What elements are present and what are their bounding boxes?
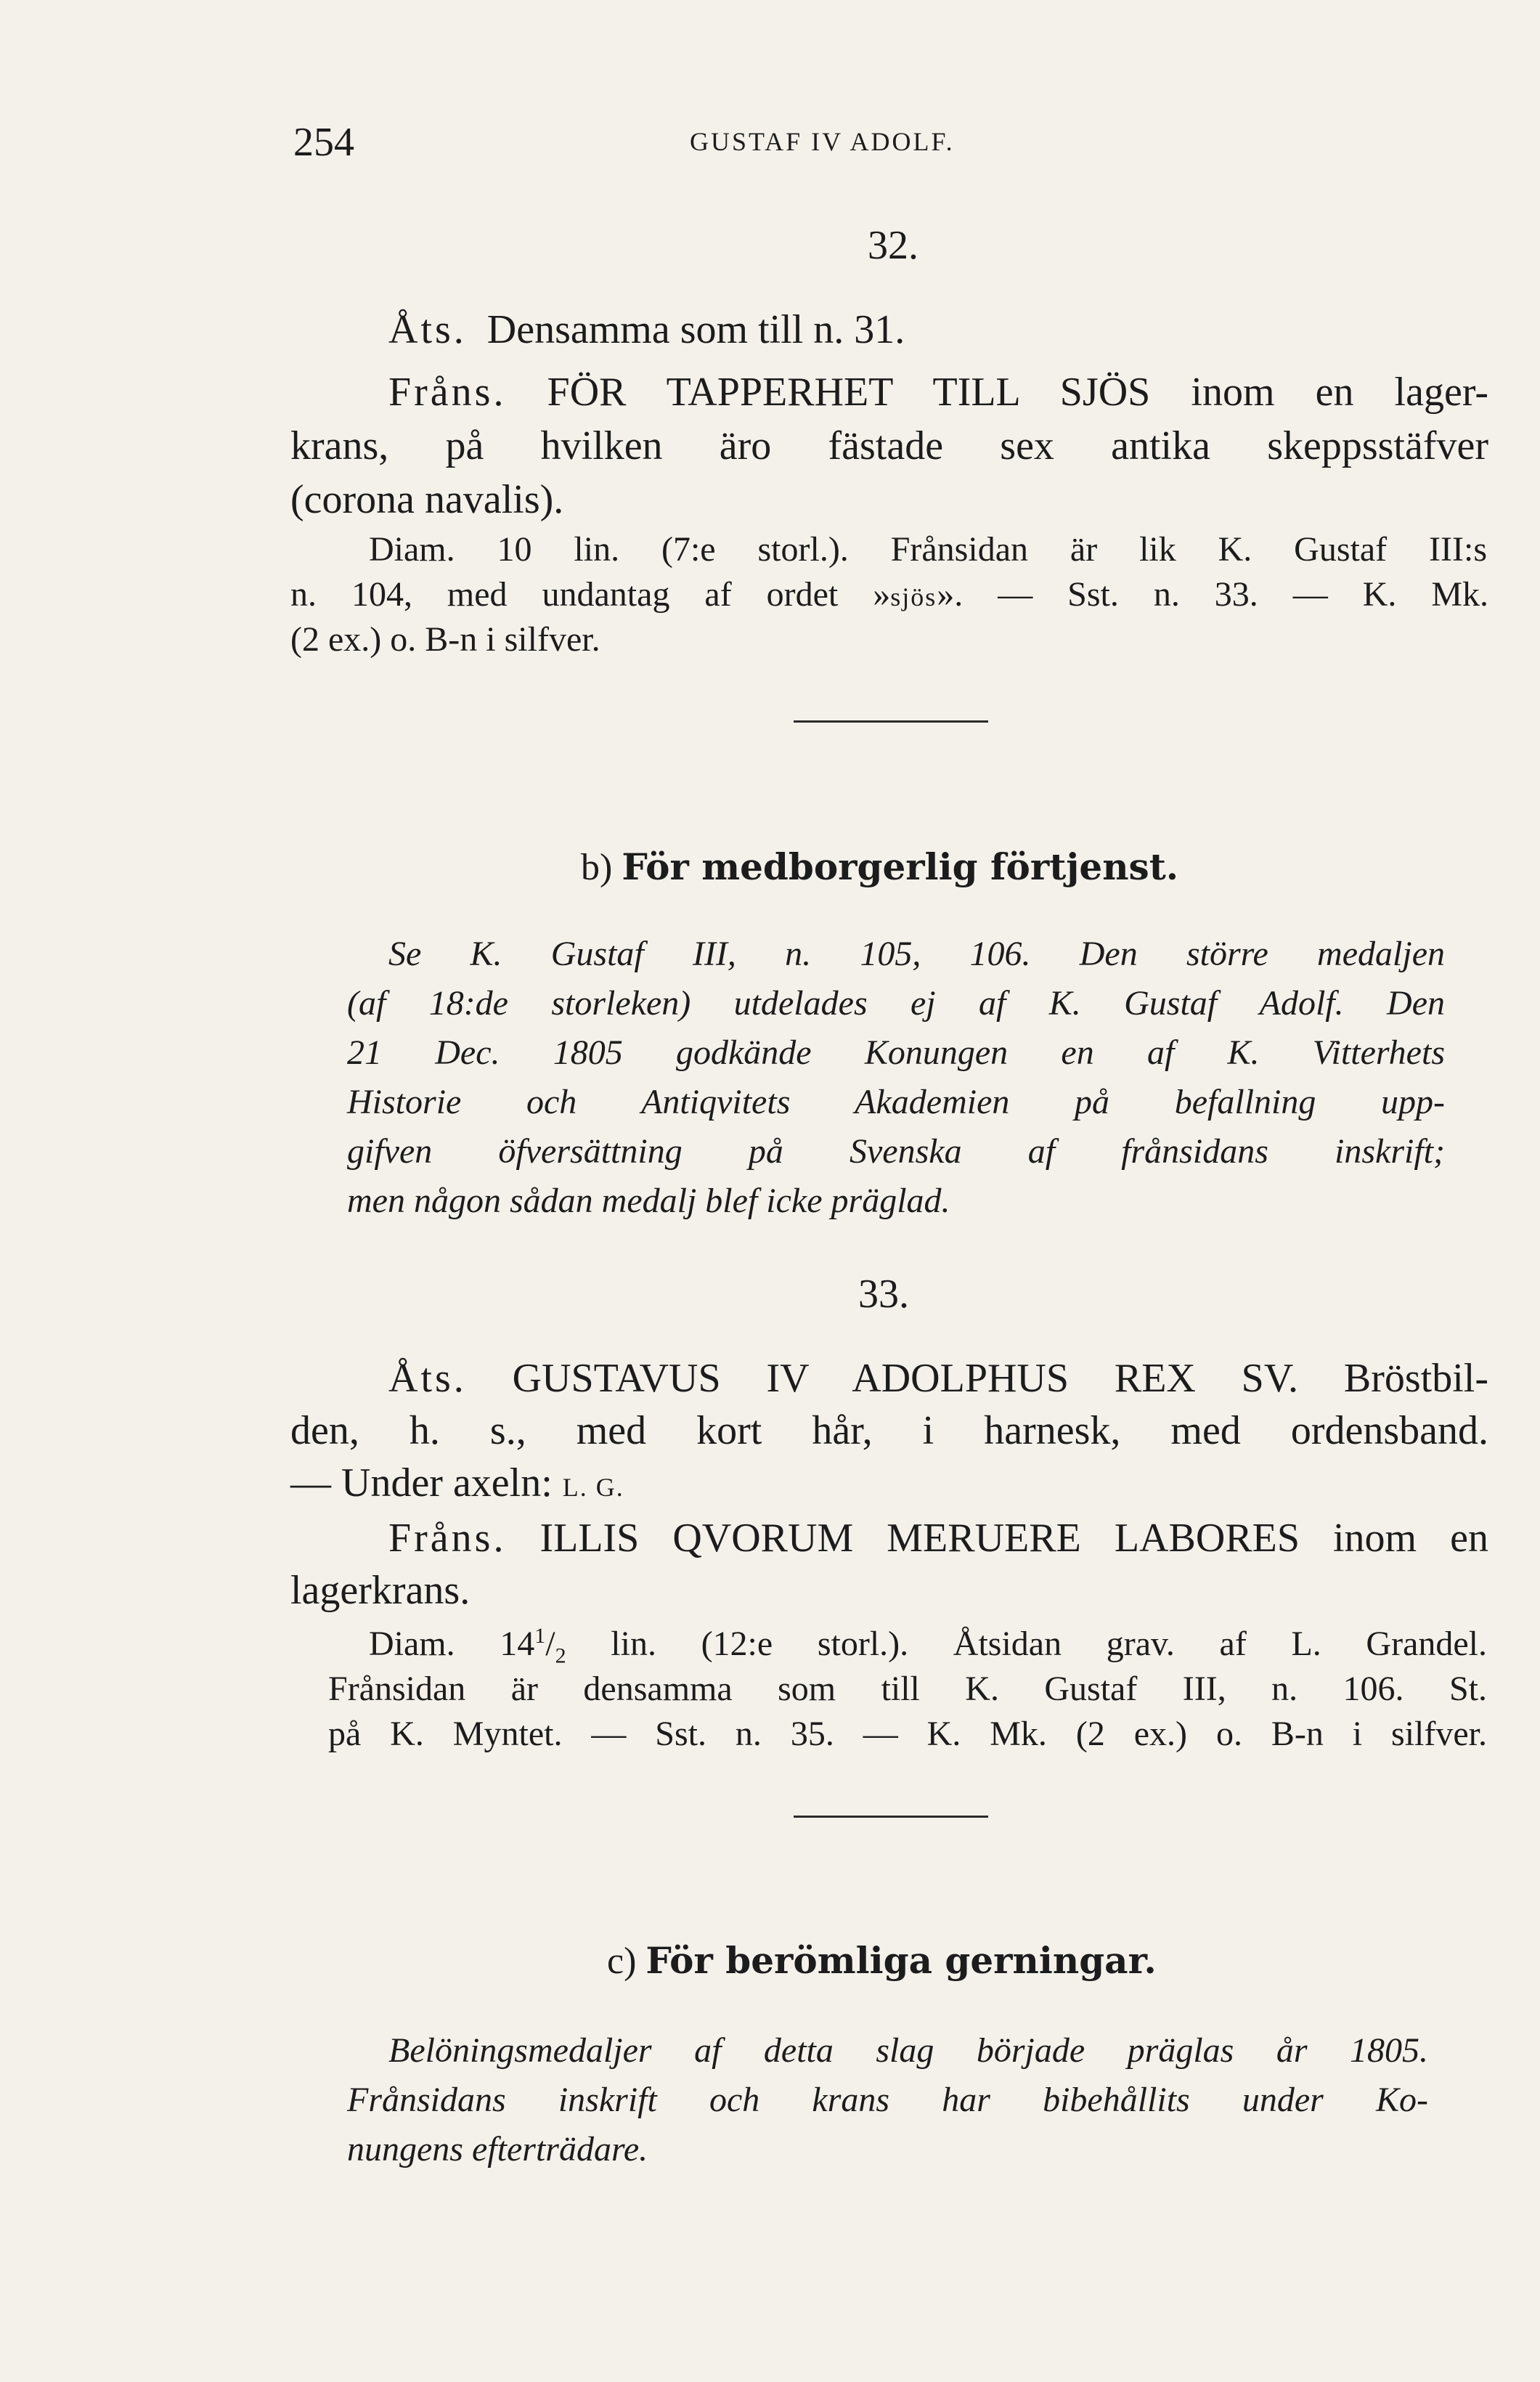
obverse-text: GUSTAVUS IV ADOLPHUS REX SV. Bröstbil- [512,1356,1488,1401]
entry32-reverse-line2: krans, på hvilken äro fästade sex antika skeppsstäfver [290,423,1488,468]
note-text: n. 104, med undantag af ordet » [290,575,891,614]
section-title: För medborgerlig förtjenst. [622,845,1179,888]
fraction-numerator: 1 [534,1624,546,1648]
section-letter: b) [581,847,613,888]
reverse-text: ILLIS QVORUM MERUERE LABORES inom en [539,1516,1488,1561]
reverse-text: FÖR TAPPERHET TILL SJÖS inom en lager- [547,370,1488,415]
entry32-note-line3: (2 ex.) o. B-n i silfver. [290,620,600,659]
section-b-heading [581,845,1178,889]
note-text: Diam. 14 [369,1625,535,1663]
entry-number-32: 32. [868,223,918,268]
entry33-reverse-line1 [388,1512,1488,1564]
section-b-line3: 21 Dec. 1805 godkände Konungen en af K. Vitterhets [347,1033,1445,1072]
page-number: 254 [293,120,354,165]
running-title: GUSTAF IV ADOLF. [690,127,955,156]
section-b-line1: Se K. Gustaf III, n. 105, 106. Den större medaljen [388,935,1445,973]
fraction-slash: / [545,1625,555,1663]
section-divider [794,720,988,723]
engraver-initials: L. G. [562,1473,624,1502]
section-b-line6: men någon sådan medalj blef icke präglad. [347,1182,950,1220]
obverse-text: Densamma som till n. 31. [486,307,905,352]
entry32-reverse-line3: (corona navalis). [290,477,564,522]
fraction-denominator: 2 [555,1643,566,1668]
entry-number-33: 33. [858,1272,909,1317]
section-c-line3: nungens efterträdare. [347,2130,648,2168]
section-letter: c) [607,1940,637,1982]
entry32-note-line1: Diam. 10 lin. (7:e storl.). Frånsidan är lik K. Gustaf III:s [369,530,1487,569]
obverse-label: Åts. [388,1356,467,1401]
entry32-obverse [388,304,905,356]
section-b-line2: (af 18:de storleken) utdelades ej af K. Gustaf Adolf. Den [347,984,1445,1023]
section-b-line4: Historie och Antiqvitets Akademien på befallning upp- [347,1083,1445,1121]
obverse-label: Åts. [388,307,467,352]
section-b-line5: gifven öfversättning på Svenska af frånsidans inskrift; [347,1132,1445,1171]
section-c-line1: Belöningsmedaljer af detta slag började präglas år 1805. [388,2031,1428,2070]
entry32-note-line2 [290,572,1488,620]
entry33-reverse-line2: lagerkrans. [290,1568,470,1613]
entry33-note-line3: på K. Myntet. — Sst. n. 35. — K. Mk. (2 ex.) o. B-n i silfver. [328,1715,1487,1753]
entry33-note-line2: Frånsidan är densamma som till K. Gustaf III, n. 106. St. [328,1670,1487,1708]
section-divider [794,1816,988,1818]
entry33-obverse-line1 [388,1352,1488,1405]
entry33-note-line1 [369,1621,1487,1667]
entry33-obverse-line2: den, h. s., med kort hår, i harnesk, med ordensband. [290,1408,1488,1453]
note-text: lin. (12:e storl.). Åtsidan grav. af L. Grandel. [611,1625,1488,1663]
reverse-label: Fråns. [388,1516,507,1561]
obverse-text: — Under axeln: [290,1460,553,1505]
section-c-heading [607,1939,1157,1983]
small-caps-word: sjös [890,582,937,611]
entry33-obverse-line3 [290,1457,624,1513]
reverse-label: Fråns. [388,370,507,415]
section-title: För berömliga gerningar. [645,1939,1157,1982]
note-text: ». — Sst. n. 33. — K. Mk. [937,575,1489,614]
section-c-line2: Frånsidans inskrift och krans har bibehållits under Ko- [347,2081,1428,2119]
entry32-reverse-line1 [388,366,1488,418]
